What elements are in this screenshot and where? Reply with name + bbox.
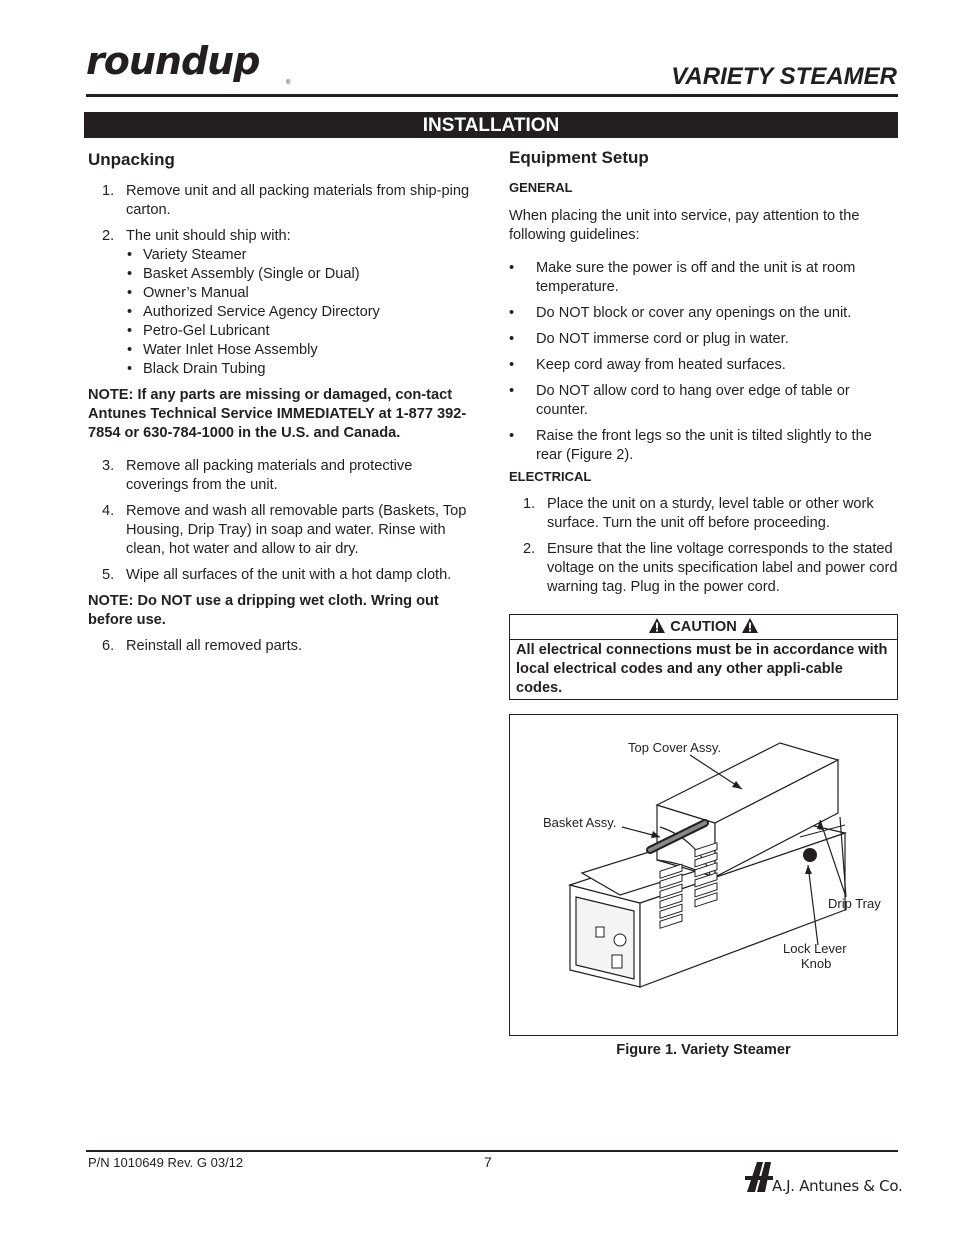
roundup-logo: [86, 44, 316, 88]
section-title: INSTALLATION: [84, 112, 898, 138]
list-item: • Variety Steamer: [126, 246, 470, 265]
list-item: 2. Ensure that the line voltage corresponds to the stated voltage on the units specification label and power cord warning tag. Plug in the power cord.: [523, 541, 898, 595]
list-item: • Do NOT block or cover any openings on the unit.: [509, 304, 901, 323]
list-item: • Black Drain Tubing: [126, 360, 470, 379]
wet-cloth-note: NOTE: Do NOT use a dripping wet cloth. Wring out before use.: [88, 593, 439, 628]
electrical-heading: ELECTRICAL: [509, 469, 592, 484]
unpacking-steps-final: [88, 637, 470, 656]
variety-steamer-figure: [509, 714, 898, 1036]
list-item: 2. The unit should ship with: • Variety Steamer • Basket Assembly (Single or Dual) • Owner’s Manual • Authorized Service Agency Directory • Petro-Gel Lubricant • Water Inlet Hose Assembly • Black Drain Tubing: [88, 227, 470, 379]
list-item: • Do NOT immerse cord or plug in water.: [509, 330, 901, 349]
unpacking-steps-continued: [88, 457, 470, 585]
general-intro: When placing the unit into service, pay attention to the following guidelines:: [509, 208, 860, 243]
list-item: 3. Remove all packing materials and protective coverings from the unit.: [102, 458, 413, 493]
top-cover-label: Top Cover Assy.: [628, 740, 721, 755]
list-item: • Water Inlet Hose Assembly: [126, 341, 470, 360]
step-text: Remove unit and all packing materials from ship-ping carton.: [126, 183, 470, 218]
step-text: Wipe all surfaces of the unit with a hot damp cloth.: [126, 567, 452, 583]
svg-text:®: ®: [286, 80, 291, 86]
lock-lever-knob-label: Knob: [801, 956, 832, 971]
missing-parts-note: NOTE: If any parts are missing or damaged, con-tact Antunes Technical Service IMMEDIATELY at 1-877 392-7854 or 630-784-1000 in the U.S. and Canada.: [88, 387, 467, 441]
list-item: • Keep cord away from heated surfaces.: [509, 356, 901, 375]
list-item: 6. Reinstall all removed parts.: [102, 638, 303, 654]
caution-label: CAUTION: [670, 619, 737, 635]
list-item: 1. Place the unit on a sturdy, level table or other work surface. Turn the unit off before proceeding.: [523, 496, 874, 531]
list-item: • Petro-Gel Lubricant: [126, 322, 470, 341]
list-item: • Do NOT allow cord to hang over edge of table or counter.: [509, 382, 901, 420]
step-text: Remove and wash all removable parts (Baskets, Top Housing, Drip Tray) in soap and water. Rinse with clean, hot water and allow to air dry.: [126, 503, 467, 557]
drip-tray-label: Drip Tray: [828, 896, 881, 911]
list-item: • Basket Assembly (Single or Dual): [126, 265, 470, 284]
warning-icon: [741, 617, 759, 634]
brand-wordmark: roundup: [86, 44, 260, 83]
list-item: • Owner’s Manual: [126, 284, 470, 303]
equipment-setup-heading: Equipment Setup: [509, 148, 649, 167]
caution-text: All electrical connections must be in accordance with local electrical codes and any other appli-cable codes.: [516, 642, 888, 696]
list-item: • Make sure the power is off and the unit is at room temperature.: [509, 259, 901, 297]
step-text: Place the unit on a sturdy, level table or other work surface. Turn the unit off before proceeding.: [547, 496, 874, 531]
electrical-steps: [509, 495, 901, 597]
antunes-logo-mark: [745, 1158, 775, 1194]
step-text: Reinstall all removed parts.: [126, 638, 303, 654]
list-item: 1. Remove unit and all packing materials from ship-ping carton.: [102, 183, 470, 218]
step-text: The unit should ship with:: [126, 228, 291, 244]
part-number: P/N 1010649 Rev. G 03/12: [88, 1155, 244, 1170]
step-text: Ensure that the line voltage corresponds to the stated voltage on the units specification label and power cord warning tag. Plug in the power cord.: [547, 541, 898, 595]
step-text: Remove all packing materials and protective coverings from the unit.: [126, 458, 413, 493]
ship-items-list: [126, 246, 470, 379]
page-number: 7: [484, 1154, 492, 1170]
unpacking-section: [88, 150, 470, 663]
equipment-setup-section: [509, 148, 901, 604]
list-item: • Authorized Service Agency Directory: [126, 303, 470, 322]
guidelines-list: [509, 259, 901, 465]
unpacking-steps: [88, 182, 470, 379]
variety-steamer-illustration: [510, 715, 897, 1035]
caution-header: [510, 615, 897, 640]
general-heading: GENERAL: [509, 180, 573, 195]
figure-caption: Figure 1. Variety Steamer: [616, 1042, 791, 1058]
caution-box: [509, 614, 898, 700]
company-name: A.J. Antunes & Co.: [772, 1177, 903, 1195]
document-title: VARIETY STEAMER: [671, 63, 897, 90]
list-item: 5. Wipe all surfaces of the unit with a hot damp cloth.: [102, 567, 452, 583]
unpacking-heading: Unpacking: [88, 150, 175, 169]
list-item: • Raise the front legs so the unit is tilted slightly to the rear (Figure 2).: [509, 427, 901, 465]
warning-icon: [648, 617, 666, 634]
lock-lever-label: Lock Lever: [783, 941, 847, 956]
basket-label: Basket Assy.: [543, 815, 617, 830]
header-divider: [86, 94, 898, 97]
list-item: 4. Remove and wash all removable parts (Baskets, Top Housing, Drip Tray) in soap and water. Rinse with clean, hot water and allow to air dry.: [102, 503, 467, 557]
footer-divider: [86, 1150, 898, 1152]
